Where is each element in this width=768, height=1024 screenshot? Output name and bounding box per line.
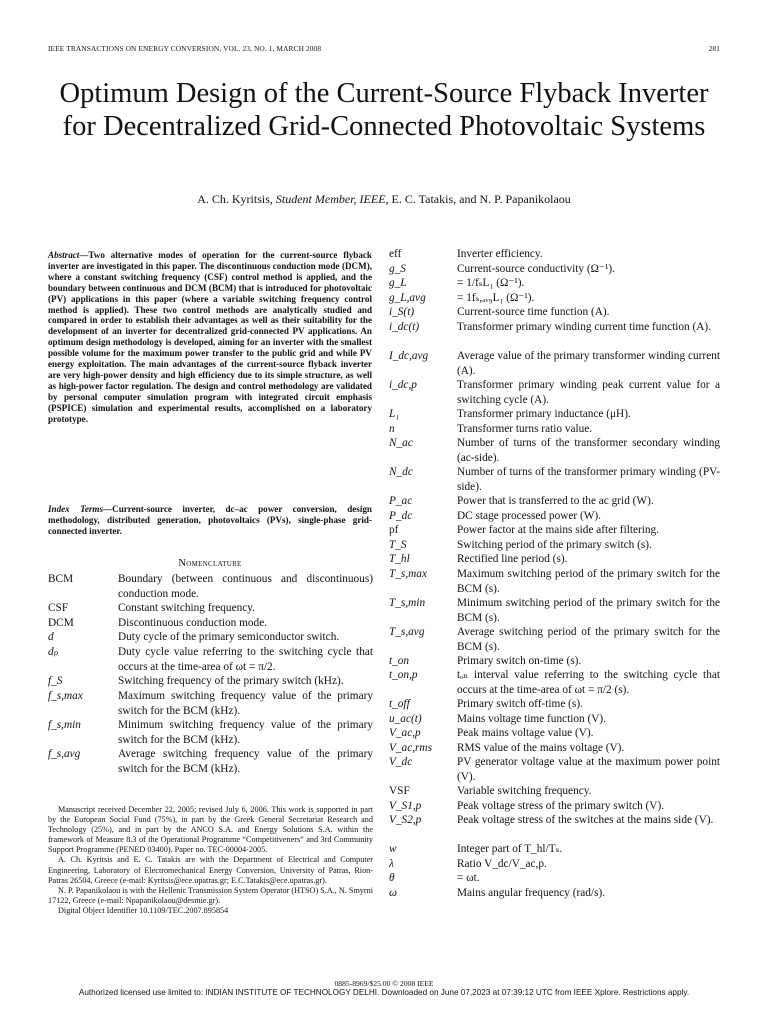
nomenclature-definition: = ωt.	[457, 872, 480, 884]
nomenclature-symbol: f_s,avg	[48, 748, 81, 760]
footnote-doi: Digital Object Identifier 10.1109/TEC.2007.895854	[58, 905, 229, 915]
nomenclature-symbol: DCM	[48, 617, 74, 629]
nomenclature-definition: Ratio V_dc/V_ac,p.	[457, 858, 547, 870]
page-number: 281	[708, 44, 720, 53]
nomenclature-symbol: N_ac	[389, 437, 413, 449]
nomenclature-symbol: i_S(t)	[389, 306, 415, 318]
author-1-membership: Student Member, IEEE	[275, 192, 386, 206]
nomenclature-symbol: d	[48, 631, 54, 643]
nomenclature-definition: Primary switch on-time (s).	[457, 655, 582, 667]
nomenclature-definition: Constant switching frequency.	[118, 602, 255, 614]
nomenclature-definition: Inverter efficiency.	[457, 248, 543, 260]
nomenclature-symbol: V_S1,p	[389, 800, 422, 812]
nomenclature-symbol: T_s,max	[389, 568, 427, 580]
nomenclature-symbol: λ	[389, 858, 394, 870]
nomenclature-definition: Average switching period of the primary switch for the BCM (s).	[457, 626, 720, 653]
nomenclature-definition: Duty cycle of the primary semiconductor switch.	[118, 631, 340, 643]
journal-citation: IEEE TRANSACTIONS ON ENERGY CONVERSION, VOL. 23, NO. 1, MARCH 2008	[48, 44, 322, 53]
nomenclature-symbol: VSF	[389, 785, 410, 797]
nomenclature-definition: Current-source conductivity (Ω⁻¹).	[457, 263, 615, 275]
nomenclature-definition: Maximum switching frequency value of the primary switch for the BCM (kHz).	[118, 690, 373, 717]
nomenclature-symbol: V_ac,p	[389, 727, 421, 739]
nomenclature-definition: Transformer turns ratio value.	[457, 423, 593, 435]
nomenclature-definition: Transformer primary winding peak current value for a switching cycle (A).	[457, 379, 720, 406]
footnote-received: Manuscript received December 22, 2005; revised July 6, 2006. This work is supported in part by the European Social Fund (75%), in part by the Greek General Secretariat Research and Technology (25%), and in part by the ANCO S.A. and Energy Solutions S.A. within the framework of Measure 8.3 of the Operational Programme “Competitiveners” and 3rd Community Support Programme (PENED 03400). Paper no. TEC-00004-2005.	[48, 805, 373, 855]
nomenclature-symbol: ω	[389, 887, 397, 899]
nomenclature-definition: Maximum switching period of the primary switch for the BCM (s).	[457, 568, 720, 595]
nomenclature-symbol: N_dc	[389, 466, 413, 478]
nomenclature-symbol: I_dc,avg	[389, 350, 429, 362]
nomenclature-symbol: BCM	[48, 573, 74, 585]
license-notice: Authorized licensed use limited to: INDIAN INSTITUTE OF TECHNOLOGY DELHI. Downloaded on June 07,2023 at 07:39:12 UTC from IEEE Xplore. Restrictions apply.	[78, 988, 690, 997]
nomenclature-definition: Power that is transferred to the ac grid (W).	[457, 495, 654, 507]
nomenclature-definition: Transformer primary inductance (μH).	[457, 408, 631, 420]
nomenclature-symbol: i_dc,p	[389, 379, 417, 391]
footnote-affiliation-2: N. P. Papanikolaou is with the Hellenic Transmission System Operator (HTSO) S.A., N. Smyrni 17122, Greece (e-mail: Npapanikolaou@desmie.gr).	[48, 885, 373, 905]
nomenclature-symbol: dₚ	[48, 646, 59, 658]
nomenclature-definition: Number of turns of the transformer primary winding (PV-side).	[457, 466, 720, 493]
other-authors: , E. C. Tatakis, and N. P. Papanikolaou	[385, 192, 571, 206]
nomenclature-symbol: t_off	[389, 698, 410, 710]
author-1: A. Ch. Kyritsis,	[197, 192, 273, 206]
nomenclature-definition: Number of turns of the transformer secondary winding (ac-side).	[457, 437, 720, 464]
nomenclature-symbol: T_s,avg	[389, 626, 425, 638]
index-terms-text: —Current-source inverter, dc–ac power conversion, design methodology, distributed generation, photovoltaics (PVs), single-phase grid-connected inverter.	[48, 504, 372, 536]
nomenclature-symbol: V_dc	[389, 756, 413, 768]
nomenclature-definition: Switching frequency of the primary switch (kHz).	[118, 675, 344, 687]
nomenclature-symbol: g_L,avg	[389, 292, 426, 304]
index-terms-label: Index Terms	[48, 504, 104, 514]
nomenclature-symbol: t_on	[389, 655, 410, 667]
nomenclature-symbol: g_L	[389, 277, 407, 289]
abstract-label: Abstract	[48, 250, 80, 260]
nomenclature-symbol: P_ac	[389, 495, 413, 507]
nomenclature-symbol: g_S	[389, 263, 406, 275]
nomenclature-definition: Peak voltage stress of the primary switch (V).	[457, 800, 665, 812]
nomenclature-definition: Discontinuous conduction mode.	[118, 617, 268, 629]
nomenclature-symbol: T_s,min	[389, 597, 426, 609]
running-head	[48, 44, 720, 53]
nomenclature-definition: Minimum switching frequency value of the primary switch for the BCM (kHz).	[118, 719, 373, 746]
nomenclature-symbol: eff	[389, 248, 402, 260]
nomenclature-definition: Transformer primary winding current time function (A).	[457, 321, 712, 333]
nomenclature-symbol: w	[389, 843, 397, 855]
nomenclature-symbol: P_dc	[389, 510, 413, 522]
nomenclature-definition: Average value of the primary transformer winding current (A).	[457, 350, 720, 377]
nomenclature-definition: PV generator voltage value at the maximum power point (V).	[457, 756, 720, 783]
nomenclature-definition: Variable switching frequency.	[457, 785, 592, 797]
nomenclature-symbol: V_ac,rms	[389, 742, 432, 754]
footnote-affiliation-1: A. Ch. Kyritsis and E. C. Tatakis are with the Department of Electrical and Computer Engineering, Laboratory of Electromechanical Energy Conversion, University of Patras, Rion-Patras 26504, Greece (e-mail: Kyritsis@ece.upatras.gr; E.C.Tatakis@ece.upatras.gr).	[48, 855, 373, 885]
nomenclature-heading: Nomenclature	[178, 558, 242, 569]
copyright-line: 0885-8969/$25.00 © 2008 IEEE	[334, 979, 434, 988]
nomenclature-definition: tₒₙ interval value referring to the switching cycle that occurs at the time-area of ωt = π/2 (s).	[457, 669, 720, 696]
nomenclature-definition: Switching period of the primary switch (s).	[457, 539, 652, 551]
paper-title: Optimum Design of the Current-Source Flyback Inverter for Decentralized Grid-Connected Photovoltaic Systems	[59, 78, 709, 142]
abstract	[48, 250, 372, 425]
nomenclature-symbol: T_S	[389, 539, 407, 551]
nomenclature-symbol: f_S	[48, 675, 63, 687]
nomenclature-symbol: θ	[389, 872, 395, 884]
nomenclature-definition: Duty cycle value referring to the switching cycle that occurs at the time-area of ωt = π/2.	[118, 646, 373, 673]
nomenclature-symbol: CSF	[48, 602, 69, 614]
nomenclature-symbol: u_ac(t)	[389, 713, 422, 725]
nomenclature-symbol: pf	[389, 524, 399, 536]
nomenclature-symbol: T_hl	[389, 553, 410, 565]
abstract-text: —Two alternative modes of operation for the current-source flyback inverter are investigated in this paper. The discontinuous conduction mode (DCM), where a constant switching frequency (CSF) control method is applied, and the boundary between continuous and DCM (BCM) that is introduced for photovoltaic (PV) applications in this paper (where a variable switching frequency control method is applied). These two control methods are analytically studied and compared in order to establish their advantages as well as their suitability for the development of an inverter for decentralized grid-connected PV applications. An optimum design methodology is developed, aiming for an inverter with the smallest possible volume for the maximum power transfer to the public grid and while PV energy exploitation. The main advantages of the current-source flyback inverter are very high-power density and high efficiency due to its simple structure, as well as high-power factor regulation. The design and control methodology are validated by personal computer simulation program with integrated circuit emphasis (PSPICE) simulation and experimental results, accomplished on a laboratory prototype.	[48, 250, 372, 424]
author-list	[40, 192, 728, 207]
nomenclature-definition: Average switching frequency value of the primary switch for the BCM (kHz).	[118, 748, 373, 775]
nomenclature-definition: Peak voltage stress of the switches at the mains side (V).	[457, 814, 714, 826]
nomenclature-definition: = 1/fₛL₁ (Ω⁻¹).	[457, 277, 525, 289]
nomenclature-symbol: L₁	[389, 408, 400, 420]
nomenclature-symbol: f_s,max	[48, 690, 83, 702]
nomenclature-definition: Minimum switching period of the primary switch for the BCM (s).	[457, 597, 720, 624]
nomenclature-definition: Integer part of T_hl/Tₛ.	[457, 843, 563, 855]
index-terms	[48, 504, 372, 537]
nomenclature-definition: Primary switch off-time (s).	[457, 698, 583, 710]
nomenclature-definition: DC stage processed power (W).	[457, 510, 601, 522]
nomenclature-symbol: n	[389, 423, 395, 435]
footnotes	[48, 805, 373, 916]
nomenclature-definition: Power factor at the mains side after filtering.	[457, 524, 660, 536]
nomenclature-definition: Current-source time function (A).	[457, 306, 610, 318]
nomenclature-definition: Boundary (between continuous and discontinuous) conduction mode.	[118, 573, 373, 600]
nomenclature-definition: Mains voltage time function (V).	[457, 713, 607, 725]
nomenclature-list-right	[389, 247, 720, 965]
nomenclature-symbol: i_dc(t)	[389, 321, 420, 333]
nomenclature-symbol: V_S2,p	[389, 814, 422, 826]
nomenclature-list-left	[48, 572, 373, 802]
nomenclature-definition: Peak mains voltage value (V).	[457, 727, 594, 739]
nomenclature-definition: Mains angular frequency (rad/s).	[457, 887, 606, 899]
nomenclature-symbol: t_on,p	[389, 669, 418, 681]
nomenclature-definition: = 1fₛ,ₐᵥ₉L₁ (Ω⁻¹).	[457, 292, 535, 304]
nomenclature-definition: RMS value of the mains voltage (V).	[457, 742, 625, 754]
nomenclature-symbol: f_s,min	[48, 719, 81, 731]
nomenclature-definition: Rectified line period (s).	[457, 553, 568, 565]
